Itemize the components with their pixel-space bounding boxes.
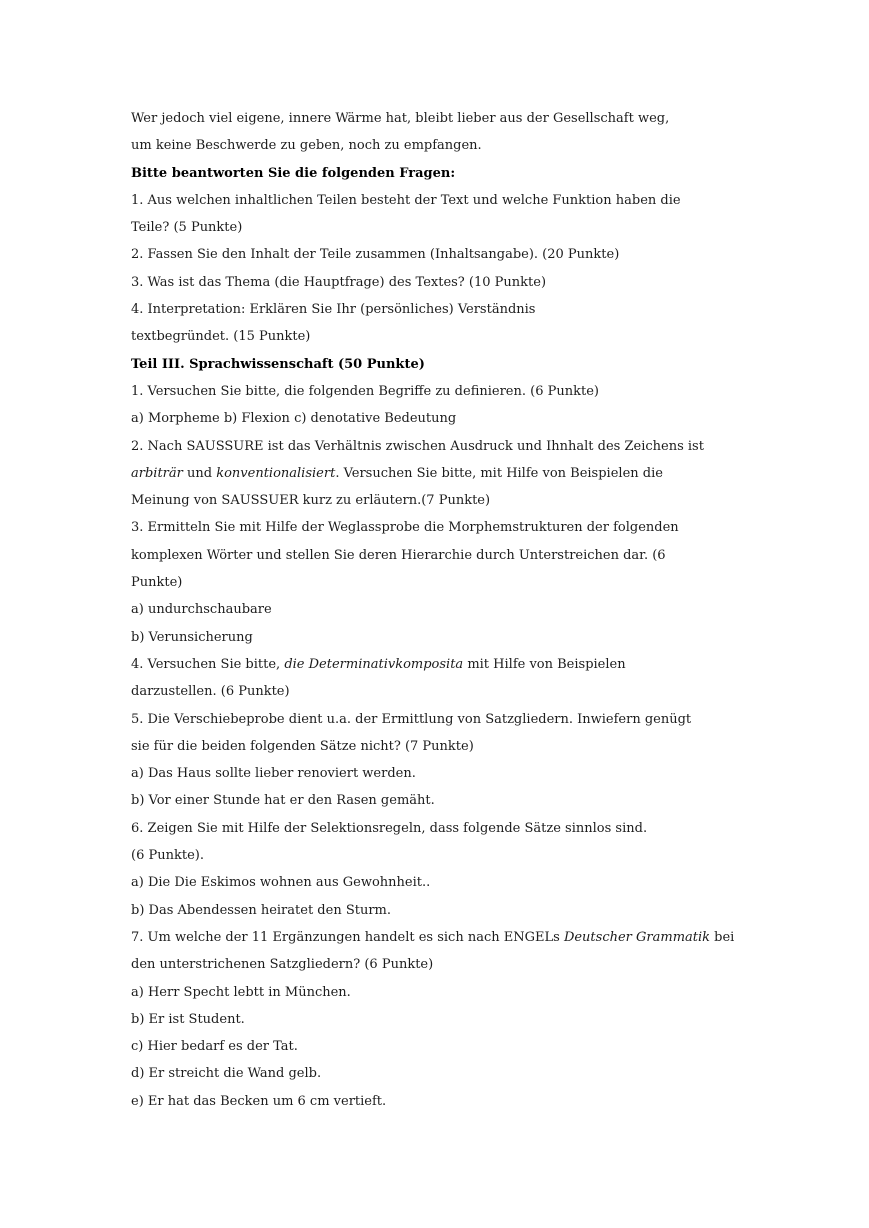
task-line: 2. Nach SAUSSURE ist das Verhältnis zwischen Ausdruck und Ihnhalt des Zeichens ist xyxy=(131,438,704,454)
task-line: Meinung von SAUSSUER kurz zu erläutern.(7 Punkte) xyxy=(131,493,491,509)
text-segment: mit Hilfe von Beispielen xyxy=(463,656,626,672)
question-line: 1. Aus welchen inhaltlichen Teilen besteht der Text und welche Funktion haben die xyxy=(131,192,681,208)
question-line: Teile? (5 Punkte) xyxy=(131,220,243,236)
italic-term: Deutscher Grammatik xyxy=(563,929,711,945)
task-line-mixed xyxy=(131,924,741,951)
text-segment: und xyxy=(182,465,217,481)
task-line: b) Vor einer Stunde hat er den Rasen gemäht. xyxy=(131,793,435,809)
question-line: 3. Was ist das Thema (die Hauptfrage) des Textes? (10 Punkte) xyxy=(131,274,547,290)
text-segment: 7. Um welche der 11 Ergänzungen handelt es sich nach ENGELs xyxy=(131,929,564,945)
task-line: 3. Ermitteln Sie mit Hilfe der Weglassprobe die Morphemstrukturen der folgenden xyxy=(131,520,679,536)
task-line: darzustellen. (6 Punkte) xyxy=(131,684,290,700)
italic-term: konventionalisiert xyxy=(216,465,336,481)
task-line: a) Herr Specht lebtt in München. xyxy=(131,984,351,1000)
text-segment: 4. Versuchen Sie bitte, xyxy=(131,656,285,672)
task-line: 5. Die Verschiebeprobe dient u.a. der Ermittlung von Satzgliedern. Inwiefern genügt xyxy=(131,711,692,727)
task-line: a) Die Die Eskimos wohnen aus Gewohnheit.. xyxy=(131,875,431,891)
task-line: sie für die beiden folgenden Sätze nicht? (7 Punkte) xyxy=(131,738,474,754)
question-line: 2. Fassen Sie den Inhalt der Teile zusammen (Inhaltsangabe). (20 Punkte) xyxy=(131,247,620,263)
questions-heading: Bitte beantworten Sie die folgenden Fragen: xyxy=(131,165,456,181)
italic-term: die Determinativkomposita xyxy=(284,656,464,672)
task-line: den unterstrichenen Satzgliedern? (6 Punkte) xyxy=(131,957,434,973)
task-line: Punkte) xyxy=(131,575,183,591)
task-line: b) Er ist Student. xyxy=(131,1011,245,1027)
text-line: Wer jedoch viel eigene, innere Wärme hat, bleibt lieber aus der Gesellschaft weg, xyxy=(131,111,670,126)
text-segment: bei xyxy=(710,929,735,945)
task-line: b) Das Abendessen heiratet den Sturm. xyxy=(131,902,391,918)
task-line: d) Er streicht die Wand gelb. xyxy=(131,1066,322,1082)
task-line: a) Das Haus sollte lieber renoviert werden. xyxy=(131,766,416,782)
question-line: 4. Interpretation: Erklären Sie Ihr (persönliches) Verständnis xyxy=(131,302,536,318)
task-line: a) undurchschaubare xyxy=(131,602,272,618)
text-line: um keine Beschwerde zu geben, noch zu empfangen. xyxy=(131,138,482,154)
section-heading: Teil III. Sprachwissenschaft (50 Punkte) xyxy=(131,356,425,372)
italic-term: arbiträr xyxy=(131,465,183,481)
task-line-mixed xyxy=(131,651,741,678)
task-line: (6 Punkte). xyxy=(131,848,204,864)
question-line: textbegründet. (15 Punkte) xyxy=(131,329,311,345)
task-line: e) Er hat das Becken um 6 cm vertieft. xyxy=(131,1093,387,1109)
task-line: b) Verunsicherung xyxy=(131,629,253,645)
task-line: a) Morpheme b) Flexion c) denotative Bedeutung xyxy=(131,411,457,427)
document-page xyxy=(131,105,741,1115)
task-line: 6. Zeigen Sie mit Hilfe der Selektionsregeln, dass folgende Sätze sinnlos sind. xyxy=(131,820,648,836)
task-line-mixed xyxy=(131,460,741,487)
text-segment: . Versuchen Sie bitte, mit Hilfe von Beispielen die xyxy=(335,465,663,481)
task-line: c) Hier bedarf es der Tat. xyxy=(131,1039,298,1055)
task-line: 1. Versuchen Sie bitte, die folgenden Begriffe zu definieren. (6 Punkte) xyxy=(131,383,599,399)
task-line: komplexen Wörter und stellen Sie deren Hierarchie durch Unterstreichen dar. (6 xyxy=(131,547,666,563)
